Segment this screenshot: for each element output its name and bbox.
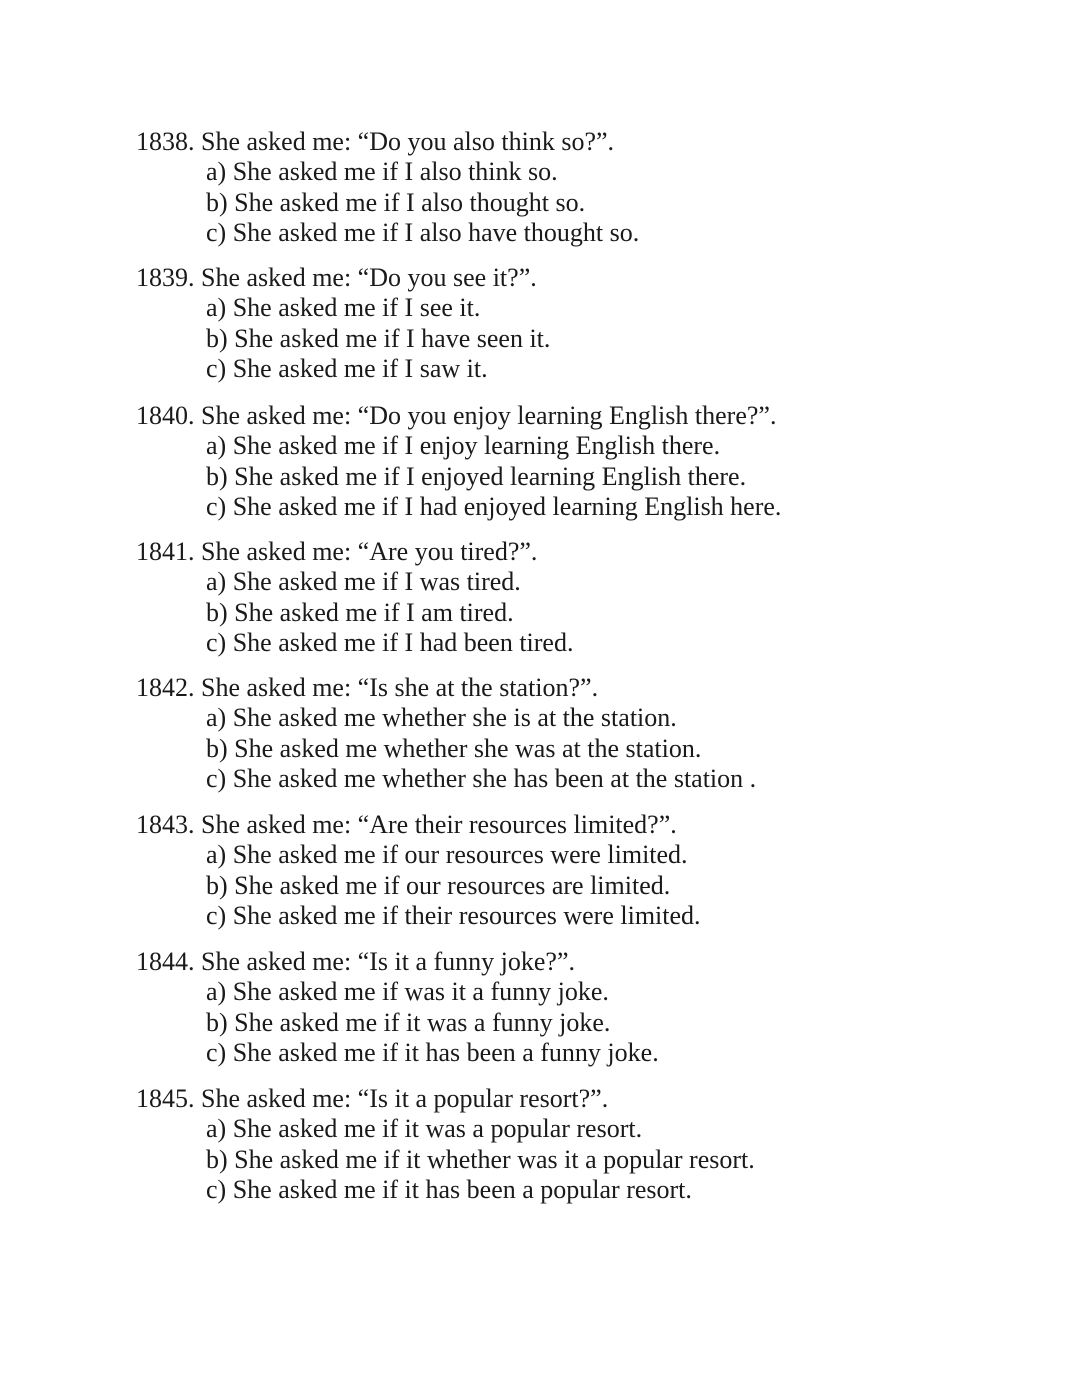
question-number: 1841.	[136, 537, 195, 566]
option-letter: a)	[206, 293, 227, 322]
option-b	[136, 734, 1036, 765]
question-1839	[136, 263, 1036, 385]
question-text: She asked me: “Is it a funny joke?”.	[201, 947, 575, 976]
question-prompt	[136, 673, 1036, 703]
option-text: She asked me if I had been tired.	[232, 628, 574, 657]
option-c	[136, 628, 1036, 659]
question-number: 1842.	[136, 673, 195, 702]
option-letter: c)	[206, 628, 227, 657]
question-text: She asked me: “Do you also think so?”.	[201, 127, 615, 156]
option-letter: c)	[206, 901, 227, 930]
option-a	[136, 567, 1036, 598]
option-c	[136, 901, 1036, 932]
option-letter: a)	[206, 431, 227, 460]
option-c	[136, 492, 1036, 523]
option-letter: a)	[206, 977, 227, 1006]
question-text: She asked me: “Are you tired?”.	[201, 537, 538, 566]
option-text: She asked me if I enjoyed learning English there.	[234, 461, 747, 491]
option-text: She asked me if it whether was it a popular resort.	[234, 1144, 755, 1174]
option-a	[136, 157, 1036, 188]
option-b	[136, 324, 1036, 355]
option-letter: c)	[206, 1038, 227, 1067]
question-1845	[136, 1084, 1036, 1206]
option-b	[136, 871, 1036, 902]
question-number: 1839.	[136, 263, 195, 292]
option-letter: a)	[206, 703, 227, 732]
question-prompt	[136, 127, 1036, 157]
option-letter: c)	[206, 218, 227, 247]
option-a	[136, 293, 1036, 324]
option-text: She asked me whether she is at the station.	[232, 703, 677, 732]
option-c	[136, 1038, 1036, 1069]
option-letter: b)	[206, 1007, 228, 1037]
option-letter: c)	[206, 764, 227, 793]
option-a	[136, 840, 1036, 871]
option-letter: b)	[206, 461, 228, 491]
option-text: She asked me if I see it.	[232, 293, 481, 322]
question-prompt	[136, 810, 1036, 840]
question-text: She asked me: “Do you see it?”.	[201, 263, 537, 292]
question-number: 1838.	[136, 127, 195, 156]
question-prompt	[136, 1084, 1036, 1114]
option-letter: b)	[206, 597, 228, 627]
question-number: 1843.	[136, 810, 195, 839]
option-text: She asked me if I also have thought so.	[232, 218, 640, 247]
option-text: She asked me if it was a funny joke.	[234, 1007, 611, 1037]
question-number: 1845.	[136, 1084, 195, 1113]
option-text: She asked me whether she was at the station.	[234, 733, 702, 763]
option-text: She asked me if it was a popular resort.	[232, 1114, 643, 1143]
option-letter: a)	[206, 567, 227, 596]
option-text: She asked me if our resources were limited.	[232, 840, 688, 869]
option-text: She asked me if our resources are limited.	[234, 870, 671, 900]
option-c	[136, 354, 1036, 385]
option-letter: a)	[206, 840, 227, 869]
option-letter: c)	[206, 354, 227, 383]
question-1842	[136, 673, 1036, 795]
option-letter: a)	[206, 157, 227, 186]
option-b	[136, 598, 1036, 629]
option-text: She asked me if I saw it.	[232, 354, 488, 383]
option-text: She asked me if I had enjoyed learning English here.	[232, 492, 782, 521]
question-prompt	[136, 537, 1036, 567]
question-prompt	[136, 947, 1036, 977]
option-text: She asked me if I was tired.	[232, 567, 521, 596]
option-letter: b)	[206, 870, 228, 900]
option-letter: b)	[206, 323, 228, 353]
option-a	[136, 1114, 1036, 1145]
option-letter: c)	[206, 492, 227, 521]
option-letter: a)	[206, 1114, 227, 1143]
option-letter: b)	[206, 187, 228, 217]
option-b	[136, 462, 1036, 493]
option-b	[136, 1145, 1036, 1176]
question-number: 1840.	[136, 401, 195, 430]
option-text: She asked me if I enjoy learning English there.	[232, 431, 721, 460]
option-text: She asked me if was it a funny joke.	[232, 977, 609, 1006]
option-text: She asked me if it has been a funny joke.	[232, 1038, 659, 1067]
question-text: She asked me: “Is she at the station?”.	[201, 673, 599, 702]
question-1840	[136, 401, 1036, 523]
option-a	[136, 977, 1036, 1008]
question-1843	[136, 810, 1036, 932]
question-prompt	[136, 263, 1036, 293]
question-text: She asked me: “Do you enjoy learning English there?”.	[201, 401, 777, 430]
option-text: She asked me whether she has been at the station .	[232, 764, 757, 793]
option-a	[136, 431, 1036, 462]
option-text: She asked me if I also think so.	[232, 157, 558, 186]
question-text: She asked me: “Is it a popular resort?”.	[201, 1084, 609, 1113]
question-1838	[136, 127, 1036, 249]
question-1844	[136, 947, 1036, 1069]
option-text: She asked me if their resources were limited.	[232, 901, 701, 930]
option-a	[136, 703, 1036, 734]
question-number: 1844.	[136, 947, 195, 976]
option-text: She asked me if I have seen it.	[234, 323, 551, 353]
option-letter: b)	[206, 1144, 228, 1174]
option-text: She asked me if I also thought so.	[234, 187, 586, 217]
question-text: She asked me: “Are their resources limited?”.	[201, 810, 677, 839]
question-prompt	[136, 401, 1036, 431]
question-1841	[136, 537, 1036, 659]
option-c	[136, 218, 1036, 249]
option-letter: b)	[206, 733, 228, 763]
option-b	[136, 188, 1036, 219]
option-c	[136, 764, 1036, 795]
option-letter: c)	[206, 1175, 227, 1204]
option-text: She asked me if I am tired.	[234, 597, 514, 627]
option-text: She asked me if it has been a popular resort.	[232, 1175, 692, 1204]
option-b	[136, 1008, 1036, 1039]
option-c	[136, 1175, 1036, 1206]
